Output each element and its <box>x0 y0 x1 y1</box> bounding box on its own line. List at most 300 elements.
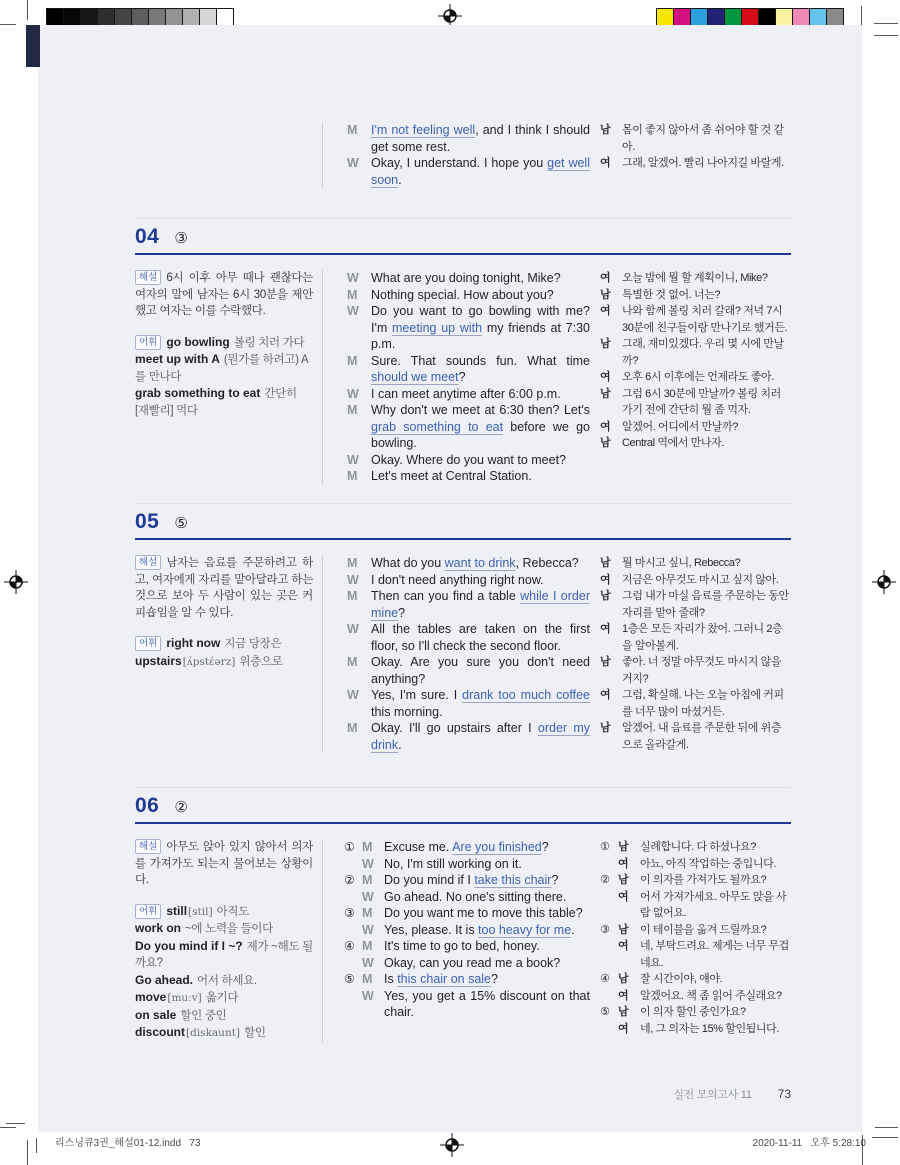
dialogue-line <box>340 687 590 720</box>
registration-mark-icon <box>440 1133 464 1157</box>
translation-text: 오늘 밤에 뭘 할 계획이니, Mike? <box>622 272 768 284</box>
dialogue-line <box>340 856 590 873</box>
section-body <box>135 839 791 1042</box>
dialogue-line <box>340 654 590 687</box>
translation-text: 특별한 것 없어. 너는? <box>622 288 721 301</box>
translation-line <box>600 303 790 336</box>
option-number <box>600 988 618 1005</box>
chapter-thumb-tab <box>26 25 40 67</box>
vocab-term: on sale <box>135 1007 177 1022</box>
dialogue-text <box>371 155 590 188</box>
speaker-label: M <box>347 556 358 570</box>
dialogue-line <box>340 155 590 188</box>
translation-line <box>600 889 790 922</box>
dialogue-line <box>340 468 590 485</box>
page-number: 73 <box>777 1087 791 1101</box>
speaker-label-korean: 여 <box>618 1022 629 1035</box>
explanation-text: 해설 남자는 음료를 주문하려고 하고, 여자에게 자리를 맡아달라고 하는 것으로 보아 두 사람이 있는 곳은 커피숍임을 알 수 있다. <box>135 557 313 619</box>
dialogue-line <box>340 270 590 287</box>
speaker-label-korean: 남 <box>600 656 611 668</box>
plain-text: I can meet anytime after 6:00 p.m. <box>371 386 561 401</box>
dialogue-line <box>340 872 590 889</box>
plain-text: Do you want to go bowling with me? I'm <box>371 304 590 335</box>
vocab-definition: (뭔가를 하려고) A를 만나다 <box>135 354 309 383</box>
column-divider <box>322 122 323 188</box>
speaker-label-korean: 여 <box>600 305 611 317</box>
speaker-label-korean: 남 <box>600 437 611 449</box>
section-body <box>135 555 791 753</box>
translation-line <box>600 839 790 856</box>
section-rule <box>135 822 791 824</box>
translation-text: Central 역에서 만나자. <box>622 437 724 449</box>
vocab-term: work on <box>135 921 182 935</box>
option-number: ④ <box>344 939 355 953</box>
speaker-label: W <box>347 304 359 318</box>
speaker-label: M <box>347 123 358 137</box>
dialogue-text <box>371 353 590 386</box>
speaker-label-korean: 남 <box>618 923 629 936</box>
vocab-definition: 볼링 치러 가다 <box>233 336 305 349</box>
vocab-term: meet up with A <box>135 352 220 366</box>
option-number <box>344 988 362 1021</box>
speaker-label-korean: 남 <box>618 841 629 853</box>
vocab-definition: 할인 중인 <box>180 1009 227 1022</box>
vocab-entry <box>135 653 313 671</box>
dialogue-line <box>340 889 590 906</box>
translation-text: 이 테이블을 옮겨 드릴까요? <box>640 923 767 936</box>
vocab-pronunciation: [diskaunt] <box>186 1027 241 1039</box>
translation-text: 잘 시간이야, 얘야. <box>640 973 723 985</box>
option-number: ⑤ <box>344 972 355 986</box>
crop-mark <box>875 1127 898 1128</box>
plain-text: Yes, you get a 15% discount on that chair. <box>384 988 590 1019</box>
dialogue-text <box>384 955 590 972</box>
option-number <box>344 955 362 972</box>
file-name-slug: 리스닝큐3권_해설01-12.indd 73 <box>55 1138 201 1149</box>
speaker-label-korean: 남 <box>618 874 629 886</box>
underlined-phrase: get well soon <box>371 156 590 187</box>
dialogue-text <box>384 971 590 988</box>
plain-text: Excuse me. <box>384 840 453 854</box>
underlined-phrase: too heavy for me <box>478 922 572 937</box>
translation-line <box>600 971 790 988</box>
vocab-definition: 제가 ~해도 될까요? <box>135 940 313 969</box>
dialogue-text <box>371 303 590 353</box>
speaker-label-korean: 남 <box>600 288 611 301</box>
translation-text: 네, 부탁드려요. 제게는 너무 무겁네요. <box>640 940 789 969</box>
column-divider <box>322 270 323 485</box>
translation-text: 그럼 내가 마실 음료를 주문하는 동안 자리를 맡아 줄래? <box>622 590 789 619</box>
plain-text: What do you <box>371 556 445 570</box>
vocab-term: still <box>166 903 188 918</box>
plain-text: Okay. Are you sure you don't need anything? <box>371 655 590 686</box>
explanation-column <box>135 555 313 753</box>
dialogue-text <box>384 905 590 922</box>
plain-text: ? <box>551 873 559 887</box>
underlined-phrase: order my drink <box>371 721 590 752</box>
dialogue-text <box>371 402 590 452</box>
translation-line <box>600 270 790 287</box>
speaker-label-korean: 여 <box>600 157 611 169</box>
vocab-term: Go ahead. <box>135 972 194 987</box>
speaker-label-korean: 남 <box>600 338 611 350</box>
plain-text: . <box>398 172 402 187</box>
translation-line <box>600 938 790 971</box>
speaker-label: W <box>347 156 359 170</box>
speaker-label: W <box>347 452 359 467</box>
translation-line <box>600 336 790 369</box>
speaker-label: M <box>347 469 358 483</box>
translation-text: 뭘 마시고 싶니, Rebecca? <box>622 557 741 569</box>
plain-text: Okay, I understand. I hope you <box>371 156 548 170</box>
dialogue-line <box>340 386 590 403</box>
translation-line <box>600 435 790 452</box>
column-divider <box>322 839 323 1042</box>
vocab-pronunciation: [stil] <box>188 905 213 918</box>
vocab-entry <box>135 635 313 653</box>
dialogue-text <box>384 839 590 856</box>
plain-text: . <box>398 737 402 752</box>
speaker-label: W <box>362 856 374 871</box>
dialogue-line <box>340 988 590 1021</box>
speaker-label: W <box>362 955 374 970</box>
translation-text: 실례합니다. 다 하셨나요? <box>640 841 756 853</box>
dialogue-text <box>371 621 590 654</box>
option-number <box>344 922 362 939</box>
speaker-label: M <box>347 287 358 302</box>
vocab-entry <box>135 972 313 990</box>
answer-circled-number: ⑤ <box>174 515 188 532</box>
plain-text: Okay. Where do you want to meet? <box>371 452 567 467</box>
vocab-list <box>135 635 313 670</box>
dialogue-line <box>340 555 590 572</box>
option-number: ② <box>344 873 355 887</box>
speaker-label: W <box>347 271 359 285</box>
translation-text: 네, 그 의자는 15% 할인됩니다. <box>640 1022 780 1035</box>
speaker-label-korean: 여 <box>600 371 611 383</box>
dialogue-line <box>340 402 590 452</box>
speaker-label: M <box>362 873 373 887</box>
vocab-entry <box>135 334 313 352</box>
dialogue-text <box>384 938 590 955</box>
vocab-entry <box>135 351 313 385</box>
sections <box>135 25 791 1081</box>
explanation-text: 해설 아무도 앉아 있지 않아서 의자를 가져가도 되는지 물어보는 상황이다. <box>135 841 313 886</box>
translation-line <box>600 988 790 1005</box>
dialogue-text <box>371 654 590 687</box>
plain-text: ? <box>491 972 498 986</box>
translation-line <box>600 555 790 572</box>
speaker-label-korean: 남 <box>618 1006 629 1018</box>
speaker-label-korean: 여 <box>600 689 611 701</box>
translation-line <box>600 687 790 720</box>
vocab-definition: 어서 하세요. <box>197 974 257 987</box>
dialogue-column <box>340 839 590 1042</box>
dialogue-column <box>340 122 590 188</box>
underlined-phrase: drank too much coffee <box>462 688 590 702</box>
plain-text: ? <box>541 840 549 854</box>
speaker-label-korean: 남 <box>600 387 611 400</box>
vocab-definition: 아직도 <box>216 905 249 918</box>
plain-text: All the tables are taken on the first floor, so I'll check the second floor. <box>371 622 590 653</box>
underlined-phrase: this chair on sale <box>397 972 492 986</box>
dialogue-line <box>340 922 590 939</box>
translation-column <box>600 839 790 1042</box>
registration-mark-icon <box>4 570 28 594</box>
translation-text: 이 의자를 가져가도 될까요? <box>640 874 767 886</box>
vocab-term: discount <box>135 1025 185 1039</box>
vocab-term: right now <box>166 636 221 650</box>
dialogue-text <box>371 720 590 753</box>
speaker-label: M <box>362 906 373 920</box>
dialogue-text <box>371 386 590 403</box>
dialogue-line <box>340 621 590 654</box>
plain-text: It's time to go to bed, honey. <box>384 939 540 953</box>
translation-text: 아뇨, 아직 작업하는 중입니다. <box>640 857 776 870</box>
option-number <box>600 889 618 922</box>
crop-mark <box>0 24 16 25</box>
explanation-column <box>135 270 313 485</box>
plain-text: Yes, I'm sure. I <box>371 688 463 702</box>
translation-text: 알겠어. 내 음료를 주문한 뒤에 위층으로 올라갈게. <box>622 722 782 751</box>
speaker-label: W <box>347 688 359 702</box>
section-top <box>135 25 791 218</box>
vocab-term: go bowling <box>166 334 230 349</box>
translation-line <box>600 872 790 889</box>
plain-text: Yes, please. It is <box>384 922 479 937</box>
underlined-phrase: should we meet <box>371 370 459 384</box>
dialogue-line <box>340 572 590 589</box>
dialogue-column <box>340 270 590 485</box>
dialogue-text <box>371 687 590 720</box>
option-number: ① <box>600 841 610 853</box>
speaker-label: W <box>347 386 359 401</box>
translation-line <box>600 386 790 419</box>
vocab-pronunciation: [ʌ́pstɛ́ərz] <box>182 655 236 668</box>
translation-text: 그래, 알겠어. 빨리 나아지길 바랄게. <box>622 157 784 169</box>
vocab-list <box>135 334 313 420</box>
dialogue-text <box>371 588 590 621</box>
dialogue-text <box>371 122 590 155</box>
translation-line <box>600 369 790 386</box>
speaker-label-korean: 남 <box>618 973 629 985</box>
explanation-badge: 해설 <box>135 839 161 854</box>
option-number: ③ <box>344 906 355 920</box>
plain-text: Why don't we meet at 6:30 then? Let's <box>371 403 590 417</box>
speaker-label: M <box>347 655 358 669</box>
underlined-phrase: take this chair <box>474 873 552 887</box>
crop-mark <box>0 1127 16 1128</box>
dialogue-text <box>384 872 590 889</box>
translation-text: 1층은 모든 자리가 찼어. 그러니 2층을 알아볼게. <box>622 623 783 652</box>
translation-line <box>600 1004 790 1021</box>
plain-text: Sure. That sounds fun. What time <box>371 353 590 368</box>
crop-mark <box>27 1140 28 1165</box>
speaker-label-korean: 여 <box>600 272 611 284</box>
vocab-badge: 어휘 <box>135 335 161 350</box>
plain-text: . <box>571 922 575 937</box>
dialogue-line <box>340 287 590 304</box>
speaker-label-korean: 남 <box>600 124 611 136</box>
speaker-label: M <box>362 972 373 986</box>
plain-text: Then can you find a table <box>371 589 521 603</box>
translation-line <box>600 1021 790 1038</box>
translation-line <box>600 621 790 654</box>
underlined-phrase: while I order mine <box>371 589 590 620</box>
plain-text: before we go bowling. <box>371 419 590 450</box>
underlined-phrase: grab something to eat <box>371 419 504 434</box>
dialogue-text <box>371 572 590 589</box>
option-number: ④ <box>600 973 610 985</box>
section-body <box>135 270 791 485</box>
dialogue-text <box>371 468 590 485</box>
crop-mark <box>861 6 862 25</box>
vocab-pronunciation: [muːv] <box>167 992 202 1004</box>
vocab-entry <box>135 989 313 1007</box>
dialogue-line <box>340 971 590 988</box>
translation-column <box>600 555 790 753</box>
speaker-label: W <box>362 988 374 1003</box>
plain-text: Do you want me to move this table? <box>384 906 583 920</box>
print-timestamp: 2020-11-11 오후 5:28:10 <box>752 1138 866 1149</box>
section-body <box>135 122 791 188</box>
translation-text: 좋아. 너 정말 아무것도 마시지 않을 거지? <box>622 656 782 685</box>
plain-text: , and I think I should get some rest. <box>371 123 590 154</box>
vocab-definition: ~에 노력을 들이다 <box>185 923 273 935</box>
section-06 <box>135 787 791 1081</box>
translation-line <box>600 856 790 873</box>
plain-text: Is <box>384 972 398 986</box>
answer-circled-number: ③ <box>174 230 188 247</box>
section-number: 05 <box>135 510 160 533</box>
translation-line <box>600 419 790 436</box>
speaker-label-korean: 여 <box>618 989 629 1002</box>
option-number: ② <box>600 874 610 886</box>
section-05 <box>135 503 791 787</box>
translation-line <box>600 155 790 172</box>
speaker-label: M <box>362 939 373 953</box>
translation-line <box>600 922 790 939</box>
test-title-label: 실전 모의고사 11 <box>673 1089 752 1101</box>
crop-mark <box>874 35 898 36</box>
option-number <box>600 1021 618 1038</box>
plain-text: Go ahead. No one's sitting there. <box>384 889 567 904</box>
dialogue-line <box>340 938 590 955</box>
vocab-term: grab something to eat <box>135 386 261 400</box>
plain-text: What are you doing tonight, Mike? <box>371 271 561 285</box>
plain-text: this morning. <box>371 704 443 719</box>
translation-text: 그래, 재미있겠다. 우리 몇 시에 만날까? <box>622 338 784 367</box>
dialogue-line <box>340 353 590 386</box>
translation-text: 오후 6시 이후에는 언제라도 좋아. <box>622 371 774 383</box>
explanation-badge: 해설 <box>135 270 161 285</box>
section-header <box>135 225 791 249</box>
section-header <box>135 794 791 818</box>
translation-text: 그럼 6시 30분에 만날까? 볼링 치러 가기 전에 간단히 뭘 좀 먹자. <box>622 387 781 416</box>
vocab-definition: 위층으로 <box>239 655 283 668</box>
speaker-label: M <box>347 353 358 368</box>
page-footer <box>135 1086 791 1102</box>
speaker-label: M <box>347 403 358 417</box>
option-number <box>344 856 362 873</box>
translation-text: 몸이 좋지 않아서 좀 쉬어야 할 것 같아. <box>622 124 784 153</box>
plain-text: ? <box>398 605 406 620</box>
crop-mark <box>874 23 898 24</box>
vocab-definition: 지금 당장은 <box>224 638 282 650</box>
translation-column <box>600 122 790 188</box>
translation-line <box>600 588 790 621</box>
underlined-phrase: Are you finished <box>452 840 542 854</box>
speaker-label-korean: 남 <box>600 722 611 734</box>
answer-circled-number: ② <box>174 799 188 816</box>
option-number: ① <box>344 840 355 854</box>
speaker-label-korean: 여 <box>600 420 611 433</box>
vocab-definition: 옮기다 <box>205 992 239 1004</box>
dialogue-text <box>371 287 590 304</box>
translation-column <box>600 270 790 485</box>
crop-mark <box>6 1123 25 1124</box>
explanation-column <box>135 122 313 188</box>
plain-text: Do you mind if I <box>384 873 475 887</box>
vocab-term: move <box>135 990 167 1004</box>
option-number <box>344 889 362 906</box>
dialogue-text <box>384 856 590 873</box>
dialogue-text <box>371 452 590 469</box>
speaker-label-korean: 여 <box>618 857 629 870</box>
explanation-column <box>135 839 313 1042</box>
vocab-badge: 어휘 <box>135 904 161 919</box>
vocab-entry <box>135 938 313 972</box>
speaker-label: M <box>347 589 358 603</box>
plain-text: my friends at 7:30 p.m. <box>371 320 590 351</box>
crop-mark <box>27 0 28 20</box>
speaker-label-korean: 여 <box>618 890 629 903</box>
dialogue-line <box>340 303 590 353</box>
dialogue-line <box>340 452 590 469</box>
speaker-label: W <box>347 622 359 636</box>
speaker-label-korean: 여 <box>600 623 611 635</box>
plain-text: Okay. I'll go upstairs after I <box>371 721 538 735</box>
speaker-label: M <box>347 721 358 735</box>
speaker-label-korean: 여 <box>600 573 611 586</box>
crop-mark <box>36 1138 37 1153</box>
section-04 <box>135 218 791 503</box>
vocab-term: Do you mind if I ~? <box>135 938 243 953</box>
speaker-label: W <box>347 572 359 587</box>
plain-text: Let's meet at Central Station. <box>371 469 532 483</box>
section-number: 06 <box>135 794 160 817</box>
dialogue-text <box>371 270 590 287</box>
vocab-entry <box>135 920 313 938</box>
translation-text: 이 의자 할인 중인가요? <box>640 1006 746 1018</box>
dialogue-line <box>340 588 590 621</box>
plain-text: Okay, can you read me a book? <box>384 955 561 970</box>
translation-text: 그럼, 확실해. 나는 오늘 아침에 커피를 너무 많이 마셨거든. <box>622 689 784 718</box>
column-divider <box>322 555 323 753</box>
vocab-definition: 간단히 [재빨리] 먹다 <box>135 388 297 417</box>
plain-text: I don't need anything right now. <box>371 572 544 587</box>
section-rule <box>135 253 791 255</box>
dialogue-text <box>384 988 590 1021</box>
translation-text: 지금은 아무것도 마시고 싶지 않아. <box>622 573 779 586</box>
dialogue-line <box>340 839 590 856</box>
translation-line <box>600 720 790 753</box>
dialogue-line <box>340 955 590 972</box>
vocab-entry <box>135 1007 313 1025</box>
vocab-entry <box>135 903 313 921</box>
explanation-text: 해설 6시 이후 아무 때나 괜찮다는 여자의 말에 남자는 6시 30분을 제안했고 여자는 이를 수락했다. <box>135 272 313 317</box>
dialogue-line <box>340 905 590 922</box>
